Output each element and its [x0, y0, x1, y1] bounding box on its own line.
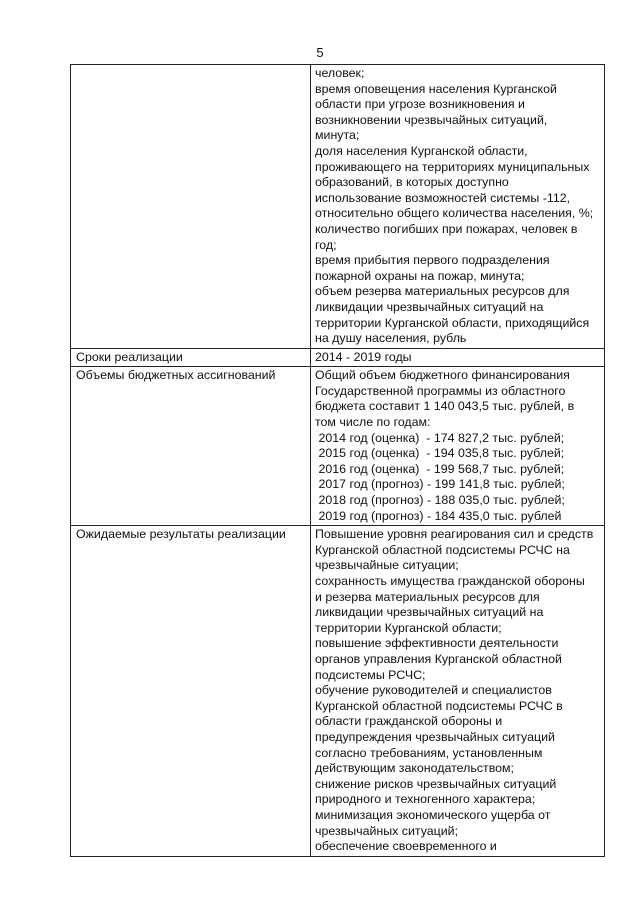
value-line: человек; [315, 66, 365, 80]
value-line: 2015 год (оценка) - 194 035,8 тыс. рублей; [315, 446, 565, 461]
value-line: чрезвычайных ситуаций; [315, 823, 459, 838]
value-line: минута; [315, 128, 360, 143]
value-line: органов управления Курганской областной [315, 651, 562, 666]
row-value [311, 348, 605, 367]
value-line: том числе по годам: [315, 415, 431, 430]
value-line: использование возможностей системы -112, [315, 190, 571, 205]
value-line: ликвидации чрезвычайных ситуаций на [315, 299, 544, 314]
row-label: Ожидаемые результаты реализации [71, 526, 311, 856]
row-value [311, 65, 605, 349]
table-row-budget-allocations [71, 367, 605, 526]
table-row-indicators [71, 65, 605, 349]
value-line: образований, в которых доступно [315, 175, 509, 190]
value-line: подсистемы РСЧС; [315, 667, 426, 682]
value-line: 2014 - 2019 годы [315, 349, 412, 364]
value-line: 2018 год (прогноз) - 188 035,0 тыс. рублей; [315, 493, 565, 508]
value-line: области гражданской обороны и [315, 714, 503, 729]
row-value [311, 526, 605, 856]
value-line: доля населения Курганской области, [315, 143, 528, 158]
value-line: обеспечение своевременного и [315, 839, 497, 854]
value-line: ликвидации чрезвычайных ситуаций на [315, 605, 544, 620]
value-line: Курганской областной подсистемы РСЧС в [315, 698, 563, 713]
value-line: на душу населения, рубль [315, 331, 467, 346]
value-line: 2014 год (оценка) - 174 827,2 тыс. рублей; [315, 430, 565, 445]
value-line: Повышение уровня реагирования сил и средств [315, 527, 594, 542]
value-line: области при угрозе возникновения и [315, 97, 525, 112]
value-line: обучение руководителей и специалистов [315, 683, 552, 698]
row-label: Объемы бюджетных ассигнований [71, 367, 311, 526]
value-line: действующим законодательством; [315, 761, 514, 776]
table-row-expected-results [71, 526, 605, 856]
value-line: количество погибших при пожарах, человек в [315, 221, 578, 236]
value-line: чрезвычайные ситуации; [315, 558, 459, 573]
value-line: предупреждения чрезвычайных ситуаций [315, 729, 555, 744]
value-line: минимизация экономического ущерба от [315, 807, 551, 822]
table-row-implementation-period [71, 348, 605, 367]
value-line: проживающего на территориях муниципальных [315, 159, 590, 174]
row-value [311, 367, 605, 526]
value-line: снижение рисков чрезвычайных ситуаций [315, 776, 557, 791]
value-line: 2019 год (прогноз) - 184 435,0 тыс. рублей [315, 508, 562, 523]
value-line: пожарной охраны на пожар, минута; [315, 268, 525, 283]
value-line: повышение эффективности деятельности [315, 636, 559, 651]
value-line: Общий объем бюджетного финансирования [315, 368, 570, 383]
value-line: природного и техногенного характера; [315, 792, 536, 807]
page-number: 5 [316, 45, 324, 60]
program-passport-table [70, 64, 605, 857]
value-line: Государственной программы из областного [315, 383, 566, 398]
value-line: возникновении чрезвычайных ситуаций, [315, 112, 548, 127]
value-line: 2017 год (прогноз) - 199 141,8 тыс. рублей; [315, 477, 565, 492]
value-line: 2016 год (оценка) - 199 568,7 тыс. рублей; [315, 461, 565, 476]
value-line: время оповещения населения Курганской [315, 81, 557, 96]
value-line: время прибытия первого подразделения [315, 253, 550, 268]
value-line: согласно требованиям, установленным [315, 745, 543, 760]
row-label [71, 65, 311, 349]
value-line: относительно общего количества населения, %; [315, 206, 594, 221]
value-line: бюджета составит 1 140 043,5 тыс. рублей, в [315, 399, 575, 414]
row-label: Сроки реализации [71, 348, 311, 367]
value-line: территории Курганской области; [315, 620, 502, 635]
value-line: территории Курганской области, приходящийся [315, 315, 590, 330]
value-line: и резерва материальных ресурсов для [315, 589, 540, 604]
value-line: Курганской областной подсистемы РСЧС на [315, 542, 570, 557]
value-line: год; [315, 237, 337, 252]
value-line: сохранность имущества гражданской обороны [315, 574, 585, 588]
value-line: объем резерва материальных ресурсов для [315, 284, 570, 299]
